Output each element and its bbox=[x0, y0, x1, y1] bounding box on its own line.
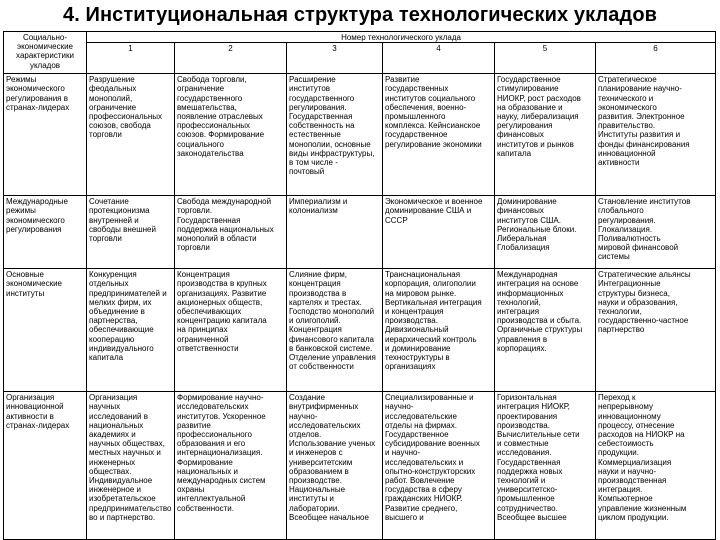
table-cell: Сочетание протекционизма внутренней и свободы внешней торговли bbox=[87, 196, 175, 269]
column-header-4: 4 bbox=[383, 43, 495, 74]
row-header-economic-institutions: Основные экономические институты bbox=[4, 269, 87, 392]
table-cell: Стратегические альянсы Интеграционные структуры бизнеса, науки и образования, технологии, государственно-частное партнерство bbox=[596, 269, 716, 392]
row-header-regulation-regimes: Режимы экономического регулирования в странах-лидерах bbox=[4, 74, 87, 196]
table-cell: Переход к непрерывному инновационному процессу, отнесение расходов на НИОКР на себестоимость продукции. Коммерциализация науки и научно- производственная интеграция. Компьютерное управление жизненным циклом продукции. bbox=[596, 392, 716, 540]
table-cell: Стратегическое планирование научно- технического и экономического развития. Электронное правительство. Институты развития и фонды финансирования инновационной активности bbox=[596, 74, 716, 196]
institutional-structure-table bbox=[3, 31, 716, 540]
table-row-innovation-organization bbox=[4, 392, 716, 540]
table-cell: Империализм и колониализм bbox=[287, 196, 383, 269]
table-cell: Становление институтов глобального регулирования. Глокализация. Поливалютность мировой финансовой системы bbox=[596, 196, 716, 269]
table-cell: Экономическое и военное доминирование США и СССР bbox=[383, 196, 495, 269]
table-cell: Свобода международной торговли. Государственная поддержка национальных монополий в области торговли bbox=[175, 196, 287, 269]
column-header-6: 6 bbox=[596, 43, 716, 74]
table-cell: Слияние фирм, концентрация производства в картелях и трестах. Господство монополий и олигополий. Концентрация финансового капитала в банковской системе. Отделение управления от собственности bbox=[287, 269, 383, 392]
table-row-international-regimes bbox=[4, 196, 716, 269]
page-title: 4. Институциональная структура технологических укладов bbox=[62, 4, 658, 26]
table-cell: Доминирование финансовых институтов США. Региональные блоки. Либеральная Глобализация bbox=[495, 196, 596, 269]
column-header-5: 5 bbox=[495, 43, 596, 74]
table-cell: Горизонтальная интеграция НИОКР, проектирования производства. Вычислительные сети и совместные исследования. Государственная поддержка новых технологий и университетско- промышленное сотрудничество. Всеобщее высшее bbox=[495, 392, 596, 540]
table-cell: Концентрация производства в крупных организациях. Развитие акционерных обществ, обеспечивающих концентрацию капитала на принципах ограниченной ответственности bbox=[175, 269, 287, 392]
table-cell: Специализированные и научно- исследовательские отделы на фирмах. Государственное субсидирование военных и научно- исследовательских и опытно-конструкторских работ. Вовлечение государства в сферу гражданских НИОКР. Развитие среднего, высшего и bbox=[383, 392, 495, 540]
row-header-international-regimes: Международные режимы экономического регулирования bbox=[4, 196, 87, 269]
table-cell: Международная интеграция на основе информационных технологий, интеграция производства и сбыта. Органичные структуры управления в корпорациях. bbox=[495, 269, 596, 392]
table-cell: Формирование научно- исследовательских институтов. Ускоренное развитие профессионального образования и его интернационализация. Формирование национальных и международных систем охраны интеллектуальной собственности. bbox=[175, 392, 287, 540]
corner-header-cell: Социально- экономические характеристики укладов bbox=[4, 32, 87, 74]
column-header-1: 1 bbox=[87, 43, 175, 74]
table-cell: Организация научных исследований в национальных академиях и научных обществах, местных научных и инженерных обществах. Индивидуальное инженерное и изобретательское предпринимательство во и партнерство. bbox=[87, 392, 175, 540]
table-cell: Разрушение феодальных монополий, ограничение профессиональных союзов, свобода торговли bbox=[87, 74, 175, 196]
table-cell: Транснациональная корпорация, олигополии на мировом рынке. Вертикальная интеграция и концентрация производства. Дивизиональный иерархический контроль и доминирование техноструктуры в организациях bbox=[383, 269, 495, 392]
column-header-2: 2 bbox=[175, 43, 287, 74]
table-cell: Расширение институтов государственного регулирования. Государственная собственность на естественные монополии, основные виды инфраструктуры, в том числе - почтовый bbox=[287, 74, 383, 196]
table-cell: Конкуренция отдельных предпринимателей и мелких фирм, их объединение в партнерства, обеспечивающие кооперацию индивидуального капитала bbox=[87, 269, 175, 392]
table-row-regulation-regimes bbox=[4, 74, 716, 196]
table-cell: Государственное стимулирование НИОКР, рост расходов на образование и науку, либерализация регулирования финансовых институтов и рынков капитала bbox=[495, 74, 596, 196]
column-header-3: 3 bbox=[287, 43, 383, 74]
row-header-innovation-organization: Организация инновационной активности в странах-лидерах bbox=[4, 392, 87, 540]
table-cell: Развитие государственных институтов социального обеспечения, военно- промышленного комплекса. Кейнсианское государственное регулирование экономики bbox=[383, 74, 495, 196]
table-cell: Свобода торговли, ограничение государственного вмешательства, появление отраслевых профессиональных союзов. Формирование социального законодательства bbox=[175, 74, 287, 196]
table-row-economic-institutions bbox=[4, 269, 716, 392]
table-cell: Создание внутрифирменных научно- исследовательских отделов. Использование ученых и инженеров с университетским образованием в производстве. Национальные институты и лаборатории. Всеобщее начальное bbox=[287, 392, 383, 540]
group-header-cell: Номер технологического уклада bbox=[87, 32, 716, 43]
